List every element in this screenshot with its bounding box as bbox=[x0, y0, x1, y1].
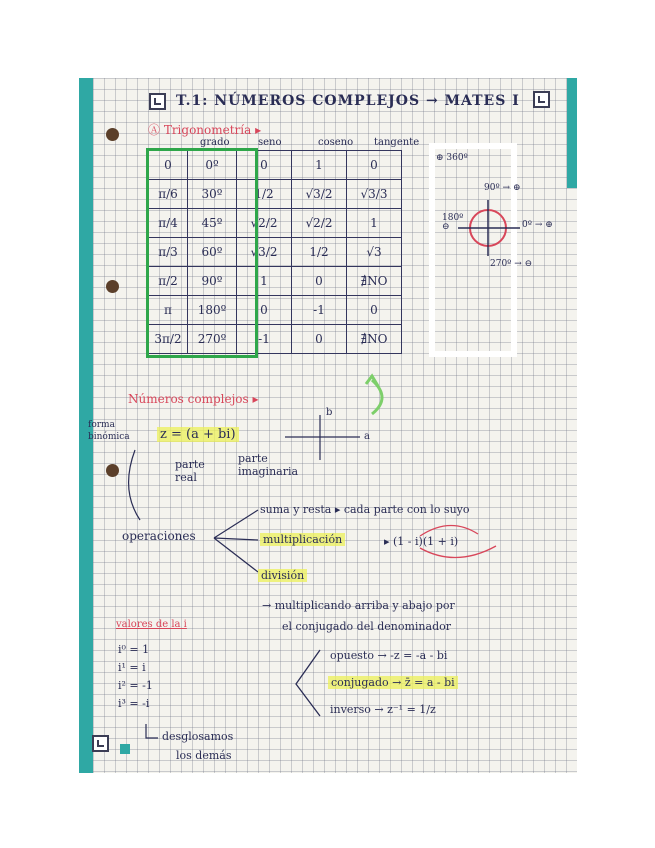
table-cell: 1/2 bbox=[237, 180, 292, 209]
notebook-corner-icon bbox=[533, 91, 550, 108]
division-note-1: → multiplicando arriba y abajo por bbox=[262, 599, 455, 612]
table-cell: -1 bbox=[237, 325, 292, 354]
col-header-coseno: coseno bbox=[318, 137, 354, 148]
table-cell: 0º bbox=[188, 151, 237, 180]
table-cell: 0 bbox=[292, 325, 347, 354]
operaciones-label: operaciones bbox=[122, 529, 196, 543]
trig-heading: Ⓐ Trigonometría ▸ bbox=[148, 123, 262, 137]
table-cell: π/2 bbox=[149, 267, 188, 296]
valor-i-1: i¹ = i bbox=[118, 661, 146, 674]
forma-binomica-label: forma binómica bbox=[88, 420, 130, 442]
binomial-formula: z = (a + bi) bbox=[157, 427, 239, 442]
division-note-2: el conjugado del denominador bbox=[282, 620, 451, 633]
valor-i-2: i² = -1 bbox=[118, 679, 153, 692]
table-cell: √3/3 bbox=[347, 180, 402, 209]
table-cell: 180º bbox=[188, 296, 237, 325]
table-cell: 30º bbox=[188, 180, 237, 209]
circle-label-top: 90º → ⊕ bbox=[484, 183, 521, 193]
green-highlight-box bbox=[146, 148, 258, 358]
table-cell: 270º bbox=[188, 325, 237, 354]
white-marker-frame bbox=[432, 146, 514, 354]
suma-resta-text: suma y resta ▸ cada parte con lo suyo bbox=[260, 503, 470, 516]
table-cell: 90º bbox=[188, 267, 237, 296]
table-cell: 0 bbox=[347, 151, 402, 180]
arrow bbox=[146, 724, 158, 738]
table-cell: π/4 bbox=[149, 209, 188, 238]
table-cell: 1/2 bbox=[292, 238, 347, 267]
table-cell: 0 bbox=[149, 151, 188, 180]
axis-b-label: b bbox=[326, 407, 333, 418]
table-cell: 0 bbox=[237, 151, 292, 180]
table-cell: √2/2 bbox=[237, 209, 292, 238]
table-cell: 0 bbox=[347, 296, 402, 325]
multiplicacion-label: multiplicación bbox=[260, 533, 345, 546]
circle-label-bottom: 270º → ⊖ bbox=[490, 259, 533, 269]
valor-i-0: i⁰ = 1 bbox=[118, 643, 150, 656]
table-cell: 0 bbox=[237, 296, 292, 325]
table-cell: 1 bbox=[292, 151, 347, 180]
desglosamos-line-2: los demás bbox=[176, 749, 232, 762]
table-cell: π bbox=[149, 296, 188, 325]
table-cell: 3π/2 bbox=[149, 325, 188, 354]
conjugado-text: conjugado → z̄ = a - bi bbox=[328, 676, 458, 689]
parte-imaginaria-label: parte imaginaria bbox=[238, 452, 299, 479]
table-cell: √3 bbox=[347, 238, 402, 267]
valor-i-3: i³ = -i bbox=[118, 697, 150, 710]
table-cell: 60º bbox=[188, 238, 237, 267]
table-cell: 45º bbox=[188, 209, 237, 238]
notebook-corner-icon bbox=[149, 93, 166, 110]
table-cell: 1 bbox=[237, 267, 292, 296]
branch-line bbox=[214, 538, 258, 540]
table-cell: π/6 bbox=[149, 180, 188, 209]
table-cell: 0 bbox=[292, 267, 347, 296]
page-title: T.1: NÚMEROS COMPLEJOS → MATES I bbox=[176, 93, 520, 109]
col-header-tangente: tangente bbox=[374, 137, 420, 148]
branch-line bbox=[214, 538, 258, 572]
teal-square-mark bbox=[120, 744, 130, 754]
multiplicacion-example: ▸ (1 - i)(1 + i) bbox=[384, 535, 459, 548]
desglosamos-line-1: desglosamos bbox=[162, 730, 234, 743]
axis-a-label: a bbox=[364, 431, 370, 442]
table-cell: -1 bbox=[292, 296, 347, 325]
table-cell: √3/2 bbox=[237, 238, 292, 267]
table-cell: π/3 bbox=[149, 238, 188, 267]
table-cell: √2/2 bbox=[292, 209, 347, 238]
division-label: división bbox=[258, 569, 307, 582]
table-cell: √3/2 bbox=[292, 180, 347, 209]
table-cell: ∄NO bbox=[347, 325, 402, 354]
inverso-text: inverso → z⁻¹ = 1/z bbox=[330, 703, 436, 716]
circle-label-left: 180º ⊖ bbox=[442, 213, 464, 232]
branch-line bbox=[214, 510, 258, 538]
parte-real-label: parte real bbox=[175, 458, 205, 485]
circle-label-right: 0º → ⊕ bbox=[522, 220, 553, 230]
table-cell: 1 bbox=[347, 209, 402, 238]
trig-note: ⊕ 360º bbox=[436, 153, 468, 163]
table-cell: ∄NO bbox=[347, 267, 402, 296]
bracket bbox=[296, 650, 320, 716]
col-header-seno: seno bbox=[258, 137, 282, 148]
col-header-grado: grado bbox=[200, 137, 230, 148]
notebook-corner-icon bbox=[92, 735, 109, 752]
branch-line bbox=[129, 450, 140, 520]
complejos-heading: Números complejos ▸ bbox=[128, 392, 259, 406]
opuesto-text: opuesto → -z = -a - bi bbox=[330, 649, 448, 662]
valores-i-heading: valores de la i bbox=[116, 619, 187, 630]
